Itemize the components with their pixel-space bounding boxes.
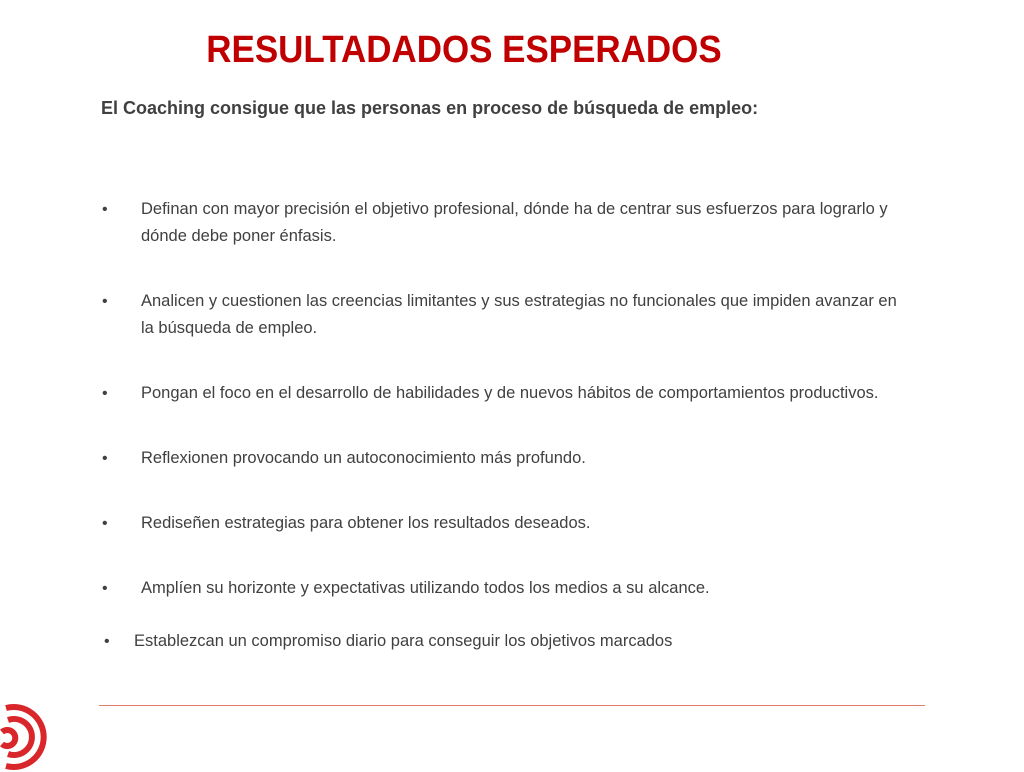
bullet-icon: • (102, 580, 108, 597)
bullet-item (100, 575, 900, 602)
bullet-item (100, 380, 900, 407)
bullet-icon: • (102, 515, 108, 532)
logo-inner-ring (2, 730, 15, 746)
bullet-item (100, 196, 900, 250)
bullet-text: Definan con mayor precisión el objetivo profesional, dónde ha de centrar sus esfuerzos para lograrlo y dónde debe poner énfasis. (141, 200, 888, 245)
bullet-icon: • (104, 633, 110, 650)
bullet-list (100, 196, 900, 655)
bullet-text: Establezcan un compromiso diario para conseguir los objetivos marcados (134, 632, 673, 650)
bullet-text: Reflexionen provocando un autoconocimiento más profundo. (141, 449, 586, 467)
bullet-item (100, 288, 900, 342)
bullet-icon: • (102, 201, 108, 218)
bullet-text: Amplíen su horizonte y expectativas utilizando todos los medios a su alcance. (141, 579, 710, 597)
bullet-item (100, 628, 900, 655)
bullet-icon: • (102, 450, 108, 467)
red-rings-logo-icon (0, 702, 50, 772)
logo-rings (2, 707, 44, 767)
logo-middle-ring (8, 719, 32, 755)
bullet-item (100, 445, 900, 472)
bullet-text: Pongan el foco en el desarrollo de habilidades y de nuevos hábitos de comportamientos productivos. (141, 384, 879, 402)
bullet-icon: • (102, 293, 108, 310)
bullet-icon: • (102, 385, 108, 402)
bullet-item (100, 510, 900, 537)
footer-divider (99, 705, 925, 706)
bullet-text: Rediseñen estrategias para obtener los resultados deseados. (141, 514, 591, 532)
slide-title: RESULTADADOS ESPERADOS (206, 29, 722, 71)
bullet-text: Analicen y cuestionen las creencias limitantes y sus estrategias no funcionales que impiden avanzar en la búsqueda de empleo. (141, 292, 897, 337)
slide-subtitle: El Coaching consigue que las personas en proceso de búsqueda de empleo: (101, 98, 759, 118)
logo-outer-ring (6, 707, 44, 767)
